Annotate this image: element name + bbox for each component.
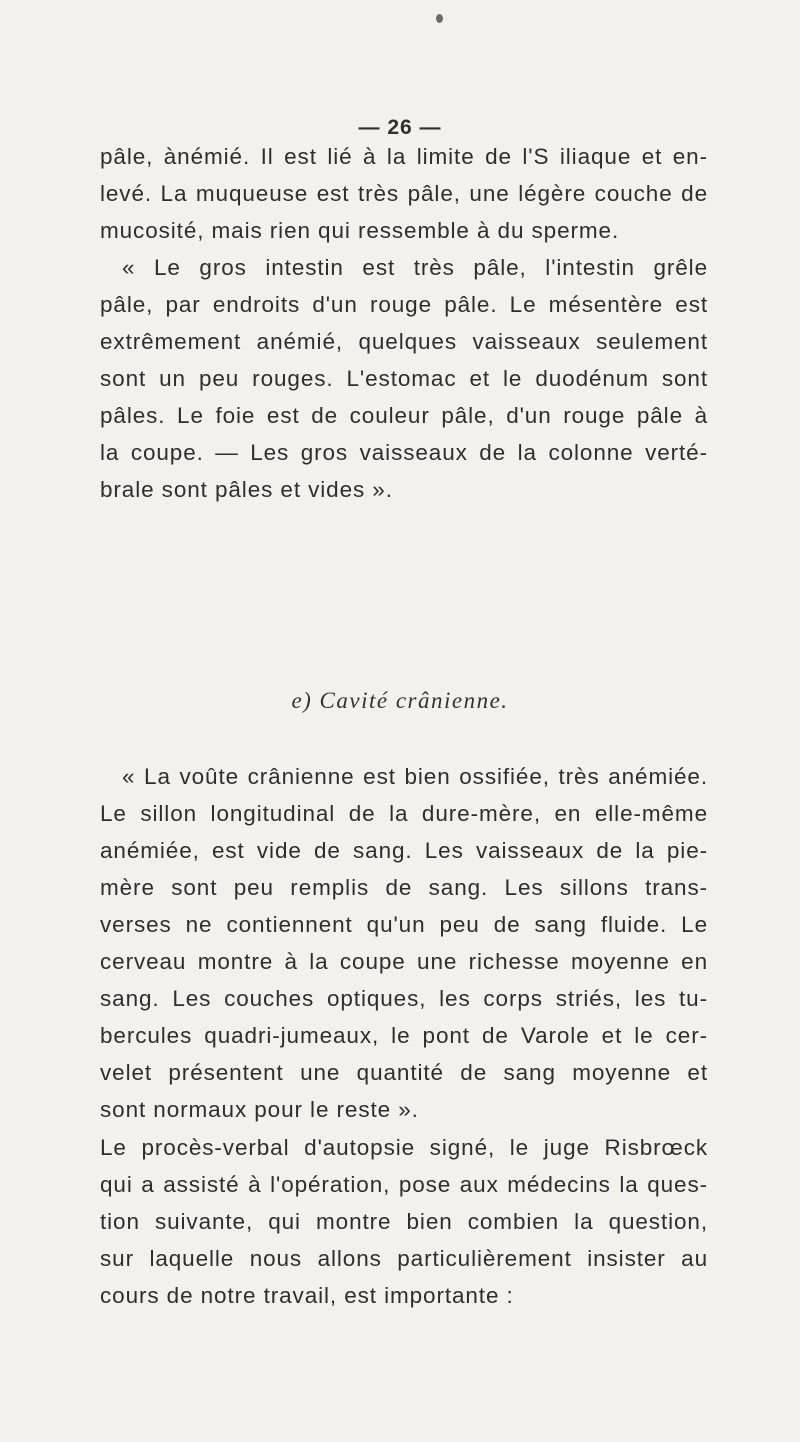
text-line: sont un peu rouges. L'estomac et le duodénum sont: [100, 366, 708, 391]
text-line: verses ne contiennent qu'un peu de sang fluide. Le: [100, 912, 708, 937]
text-line: levé. La muqueuse est très pâle, une légère couche de: [100, 181, 708, 206]
text-line: sang. Les couches optiques, les corps striés, les tu-: [100, 986, 708, 1011]
text-line: « La voûte crânienne est bien ossifiée, très anémiée.: [122, 764, 708, 789]
text-line: Le procès-verbal d'autopsie signé, le juge Risbrœck: [100, 1135, 708, 1160]
text-line: mère sont peu remplis de sang. Les sillons trans-: [100, 875, 708, 900]
text-line: pâle, par endroits d'un rouge pâle. Le mésentère est: [100, 292, 708, 317]
text-line: extrêmement anémié, quelques vaisseaux seulement: [100, 329, 708, 354]
section-heading: e) Cavité crânienne.: [291, 688, 509, 713]
text-line: cerveau montre à la coupe une richesse moyenne en: [100, 949, 708, 974]
text-line: sont normaux pour le reste ».: [100, 1097, 419, 1122]
text-line: « Le gros intestin est très pâle, l'intestin grêle: [122, 255, 708, 280]
text-line: bercules quadri-jumeaux, le pont de Varole et le cer-: [100, 1023, 708, 1048]
text-line: brale sont pâles et vides ».: [100, 477, 393, 502]
text-line: pâle, ànémié. Il est lié à la limite de l'S iliaque et en-: [100, 144, 708, 169]
text-line: cours de notre travail, est importante :: [100, 1283, 514, 1308]
text-line: la coupe. — Les gros vaisseaux de la colonne verté-: [100, 440, 708, 465]
ink-speck: [436, 14, 443, 23]
page-number: — 26 —: [358, 116, 442, 139]
text-line: velet présentent une quantité de sang moyenne et: [100, 1060, 708, 1085]
text-line: anémiée, est vide de sang. Les vaisseaux de la pie-: [100, 838, 708, 863]
text-line: tion suivante, qui montre bien combien la question,: [100, 1209, 708, 1234]
text-line: sur laquelle nous allons particulièrement insister au: [100, 1246, 708, 1271]
text-line: pâles. Le foie est de couleur pâle, d'un rouge pâle à: [100, 403, 708, 428]
text-line: Le sillon longitudinal de la dure-mère, en elle-même: [100, 801, 708, 826]
text-line: mucosité, mais rien qui ressemble à du sperme.: [100, 218, 620, 243]
text-line: qui a assisté à l'opération, pose aux médecins la ques-: [100, 1172, 708, 1197]
